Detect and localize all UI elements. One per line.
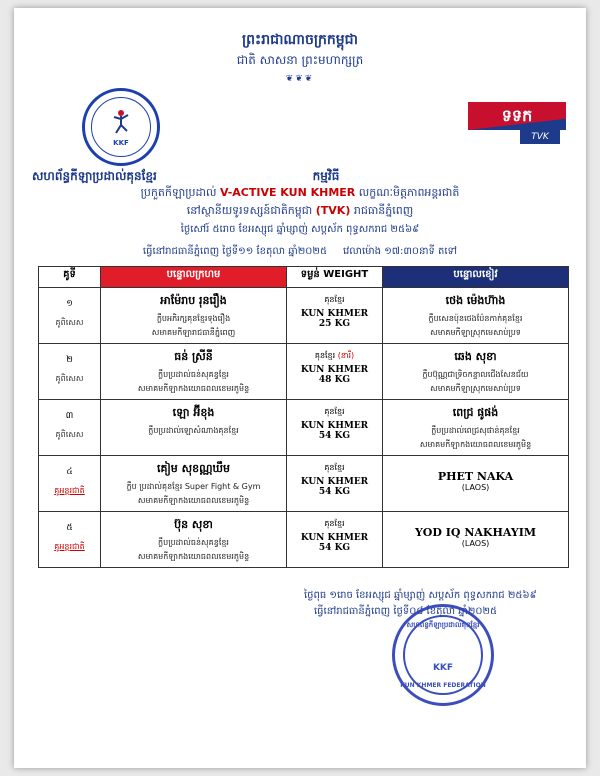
weight-value: 54 KG [318,543,351,553]
red-fighter-club: ក្លឹបប្រដាល់ធន់សុគន្ធខ្មែរ [158,538,229,547]
table-row [39,512,569,568]
logo-abbr: KKF [113,139,129,147]
tvk-logo [468,102,566,146]
federation-name: សហព័ន្ធកីឡាប្រដាល់គុនខ្មែរ [32,169,157,183]
tvk-sub: TVK [520,130,560,144]
footer-date: ធ្វើនៅរាជធានីភ្នំពេញ ថ្ងៃទី០៨ ខែតុលា ឆ្នាំ២០២៥ [314,606,498,617]
kun-khmer-label: KUN KHMER [300,309,369,319]
red-fighter-name: គៀម សុខណ្ណឃឹម [157,462,230,475]
stamp-top-text: សហព័ន្ធកីឡាប្រដាល់គុនខ្មែរ [406,621,480,629]
blue-fighter-cell [383,512,569,568]
bout-kind: គូពិសេស [55,374,84,383]
blue-fighter-club: ក្លឹបប្រដាល់ពេជ្រសុផាន់គុនខ្មែរ [431,426,520,435]
blue-fighter-name: ឆេង សុខា [454,350,497,363]
blue-fighter-country: (LAOS) [461,483,490,492]
blue-fighter-cell [383,344,569,400]
bout-number-cell [39,512,101,568]
event-name: V-ACTIVE KUN KHMER [219,186,356,199]
divider-flourish: ❦❦❦ [285,74,315,84]
event-line-1 [14,186,586,202]
weight-category [287,462,382,474]
blue-fighter-association: សមាគមកីឡាស្រុកមេសាប់ប្រទ [430,328,521,337]
fighter-icon [111,109,131,135]
table-row [39,400,569,456]
event-time: វេលាម៉ោង ១៧:៣០នាទី តទៅ [342,246,458,257]
weight-cell [287,456,383,512]
weight-category-label: គុនខ្មែរ [324,407,345,416]
event-line-2 [14,204,586,220]
weight-value: 54 KG [318,431,351,441]
kun-khmer-label: KUN KHMER [300,533,369,543]
blue-fighter-cell [383,456,569,512]
weight-category [287,518,382,530]
table-row [39,288,569,344]
bout-number-cell [39,344,101,400]
blue-fighter-name: PHET NAKA [437,470,514,483]
fight-card-table [38,266,569,568]
red-fighter-association: សមាគមកីឡាកងយោធពលខេមរភូមិន្ទ [137,496,250,505]
footer-lunar-date: ថ្ងៃពុធ ១រោច ខែអស្សុជ ឆ្នាំម្សាញ់ សប្តស័ក ពុទ្ធសករាជ ២៥៦៩ [304,590,537,601]
weight-cell [287,400,383,456]
stamp-center: KKF [432,663,454,673]
bout-number: ៤ [66,467,73,477]
red-fighter-name: ធន់ ស្រីនី [174,350,213,363]
blue-fighter-cell [383,288,569,344]
bout-number: ៣ [65,411,74,421]
event-lunar-date: ថ្ងៃសៅរ៍ ៥រោច ខែអស្សុជ ឆ្នាំម្សាញ់ សប្តស័ក ពុទ្ធសករាជ ២៥៦៩ [180,224,420,235]
bout-number-cell [39,400,101,456]
weight-category [287,294,382,306]
event-date-time [14,244,586,259]
table-header-row [39,267,569,288]
bout-kind: គូពិសេស [55,318,84,327]
weight-cell [287,288,383,344]
event-line-1-prefix: ប្រកួតកីឡាប្រដាល់ [140,186,217,199]
blue-fighter-club: ក្លឹបប៊ុណ្ណជាទ្រិចកន្ទាលជើងសែនជ័យ [422,370,529,379]
weight-cell [287,512,383,568]
kun-khmer-label: KUN KHMER [300,365,369,375]
weight-category-label: គុនខ្មែរ [324,463,345,472]
national-motto: ជាតិ សាសនា ព្រះមហាក្សត្រ [236,53,364,67]
red-fighter-cell [101,456,287,512]
weight-category-label: គុនខ្មែរ [324,519,345,528]
bout-number-cell [39,456,101,512]
blue-fighter-name: ពេជ្រ ផូផង់ [452,406,499,419]
blue-fighter-association: សមាគមកីឡាស្រុកមេសាប់ប្រទ [430,384,521,393]
tvk-word: ទទក [501,106,533,125]
bout-kind: គូពិសេស [55,430,84,439]
weight-category-label: គុនខ្មែរ [314,351,336,360]
stamp-bottom-text: KUN KHMER FEDERATION [400,682,486,689]
header-blue-corner: បន្ទោលខៀវ [383,267,569,288]
kun-khmer-label: KUN KHMER [300,477,369,487]
bout-number: ៥ [66,523,73,533]
red-fighter-name: អាម៉ែរាប រុនរឿង [160,294,227,307]
blue-fighter-name: ថេង ម៉េងហ៊ាង [445,294,506,307]
kingdom-title: ព្រះរាជាណាចក្រកម្ពុជា [241,32,358,48]
red-fighter-club: ក្លឹបប្រដាល់ឡោសំណាងគុនខ្មែរ [148,426,239,435]
header-no: គូទី [39,267,101,288]
program-title: កម្មវិធី [312,169,340,183]
weight-category-label: គុនខ្មែរ [324,295,345,304]
weight-value: 25 KG [318,319,351,329]
table-row [39,456,569,512]
blue-fighter-club: ក្លឹបសេនប៉ុនថេងប៉ែនកាក់គុនខ្មែរ [428,314,523,323]
federation-stamp [392,604,494,706]
bout-number: ១ [66,299,73,309]
kkf-logo [82,88,160,166]
event-date: ធ្វើនៅរាជធានីភ្នំពេញ ថ្ងៃទី១១ ខែតុលា ឆ្នាំ២០២៥ [142,246,328,257]
blue-fighter-association: សមាគមកីឡាកងយោធពលខេមរភូមិន្ទ [419,440,532,449]
document-page [14,8,586,768]
weight-cell [287,344,383,400]
bout-number-cell [39,288,101,344]
red-fighter-cell [101,512,287,568]
red-fighter-cell [101,288,287,344]
female-label: (នារី) [337,351,355,360]
weight-value: 54 KG [318,487,351,497]
red-fighter-association: សមាគមកីឡារាជធានីភ្នំពេញ [151,328,236,337]
weight-category [287,406,382,418]
event-line-2-suffix: រាជធានីភ្នំពេញ [353,204,414,217]
red-fighter-cell [101,400,287,456]
weight-value: 48 KG [318,375,351,385]
header-weight: ទម្ងន់ WEIGHT [287,267,383,288]
red-fighter-club: ក្លឹប ប្រដាល់គុនខ្មែរ Super Fight & Gym [126,482,261,491]
red-fighter-cell [101,344,287,400]
table-row [39,344,569,400]
red-fighter-association: សមាគមកីឡាកងយោធពលខេមរភូមិន្ទ [137,384,250,393]
header-red-corner: បន្ទោលក្រហម [101,267,287,288]
bout-number: ២ [66,355,73,365]
bout-kind: គូអន្តរជាតិ [54,542,85,551]
event-line-2-prefix: នៅស្ថានីយទូរទស្សន៍ជាតិកម្ពុជា [186,204,313,217]
red-fighter-name: ឡោ អ៊ីខុង [172,406,215,419]
tvk-label: (TVK) [315,204,351,217]
blue-fighter-country: (LAOS) [461,539,490,548]
weight-category [287,350,382,362]
kun-khmer-label: KUN KHMER [300,421,369,431]
red-fighter-name: ប៊ុន សុខា [174,518,213,531]
event-line-1-suffix: លក្ខណៈមិត្តភាពអន្តរជាតិ [358,186,460,199]
red-fighter-association: សមាគមកីឡាកងយោធពលខេមរភូមិន្ទ [137,552,250,561]
red-fighter-club: ក្លឹបប្រដាល់ធន់សុគន្ធខ្មែរ [158,370,229,379]
red-fighter-club: ក្លឹបអភិរក្សគុនខ្មែរទុងរឿង [156,314,231,323]
blue-fighter-name: YOD IQ NAKHAYIM [414,526,537,539]
bout-kind: គូអន្តរជាតិ [54,486,85,495]
fight-rows [39,288,569,568]
blue-fighter-cell [383,400,569,456]
